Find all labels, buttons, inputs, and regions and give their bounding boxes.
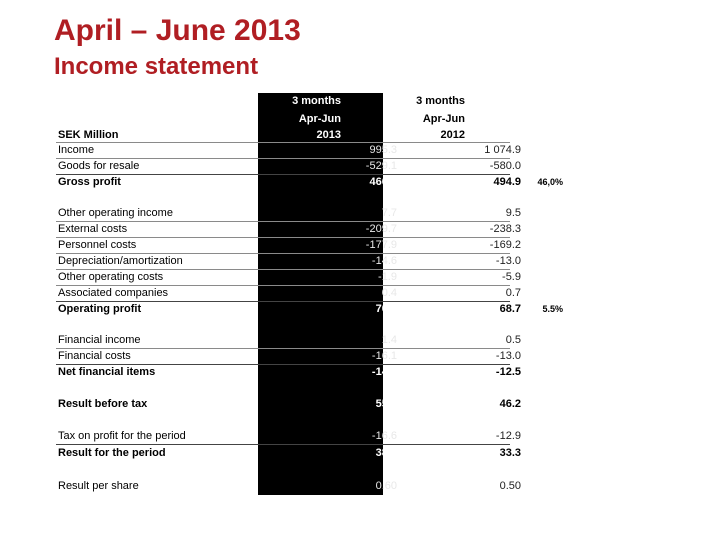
margin-2013: 46.8%	[411, 177, 437, 187]
row-label: Income	[58, 144, 95, 156]
value-2013: 1.4	[381, 334, 397, 346]
value-2013: -177.9	[365, 239, 397, 251]
value-2013: -209.7	[365, 223, 397, 235]
value-2012: 494.9	[493, 176, 521, 188]
table-row	[56, 175, 563, 190]
value-2012: -580.0	[489, 160, 521, 172]
value-2012: -12.9	[495, 430, 521, 442]
table-row	[56, 238, 521, 253]
table-row	[56, 143, 521, 158]
table-row	[56, 365, 521, 380]
row-label: Tax on profit for the period	[58, 430, 186, 442]
row-label: Result before tax	[58, 398, 148, 410]
col1-header-line1: 3 months	[292, 95, 341, 107]
value-2012: 46.2	[499, 398, 521, 410]
row-label: Financial income	[58, 334, 141, 346]
value-2013: 38.9	[375, 447, 397, 459]
value-2012: 0.50	[499, 480, 521, 492]
value-2013: -16.1	[371, 350, 397, 362]
table-row	[56, 206, 521, 221]
table-row	[56, 286, 521, 301]
row-divider	[56, 444, 510, 445]
table-row	[56, 397, 521, 412]
row-label: Gross profit	[58, 176, 121, 188]
margin-2012: 5.5%	[542, 304, 563, 314]
row-label: Depreciation/amortization	[58, 255, 183, 267]
margin-2012: 46,0%	[537, 177, 563, 187]
value-2012: 33.3	[499, 447, 521, 459]
margin-2013: 7.1%	[416, 304, 437, 314]
value-2012: -13.0	[495, 350, 521, 362]
row-label: Associated companies	[58, 287, 169, 299]
row-label: Personnel costs	[58, 239, 137, 251]
table-row	[56, 270, 521, 285]
value-2012: 68.7	[499, 303, 521, 315]
value-2012: 9.5	[505, 207, 521, 219]
col2-header-line2: Apr-Jun	[422, 113, 465, 125]
value-2013: 995.3	[369, 144, 397, 156]
row-label: Operating profit	[58, 303, 142, 315]
row-label: Net financial items	[58, 366, 156, 378]
row-label: Other operating income	[58, 207, 173, 219]
value-2013: -14.7	[371, 366, 397, 378]
value-2013: -16.6	[371, 430, 397, 442]
value-2013: -529.1	[365, 160, 397, 172]
page-subtitle: Income statement	[54, 53, 259, 80]
value-2013: 70.2	[375, 303, 397, 315]
value-2012: -169.2	[489, 239, 521, 251]
value-2013: 466.2	[369, 176, 397, 188]
value-2013: 7.7	[381, 207, 397, 219]
value-2012: -13.0	[495, 255, 521, 267]
value-2013: -1.9	[378, 271, 397, 283]
sek-million-label: SEK Million	[58, 129, 119, 141]
table-row	[56, 159, 521, 174]
row-label: Result per share	[58, 480, 139, 492]
value-2012: -238.3	[489, 223, 521, 235]
value-2013: -14.6	[371, 255, 397, 267]
row-label: Other operating costs	[58, 271, 164, 283]
page-title: April – June 2013	[54, 14, 301, 47]
value-2012: -12.5	[495, 366, 521, 378]
row-label: Financial costs	[58, 350, 131, 362]
value-2013: 0.4	[381, 287, 397, 299]
value-2012: 0.7	[505, 287, 521, 299]
row-label: External costs	[58, 223, 128, 235]
row-label: Goods for resale	[58, 160, 140, 172]
table-row	[56, 222, 521, 237]
row-label: Result for the period	[58, 447, 166, 459]
value-2012: 1 074.9	[484, 144, 521, 156]
table-row	[56, 349, 521, 364]
table-row	[56, 446, 521, 461]
table-row	[56, 333, 521, 348]
table-row	[56, 254, 521, 269]
value-2013: 0.60	[375, 480, 397, 492]
value-2013: 55.5	[375, 398, 397, 410]
col1-header-line3: 2013	[316, 129, 341, 141]
table-row	[56, 302, 563, 317]
col2-header-line1: 3 months	[416, 95, 465, 107]
table-row	[56, 479, 521, 494]
col2-header-line3: 2012	[440, 129, 465, 141]
value-2012: -5.9	[502, 271, 521, 283]
table-row	[56, 429, 521, 444]
col1-header-line2: Apr-Jun	[298, 113, 341, 125]
value-2012: 0.5	[505, 334, 521, 346]
